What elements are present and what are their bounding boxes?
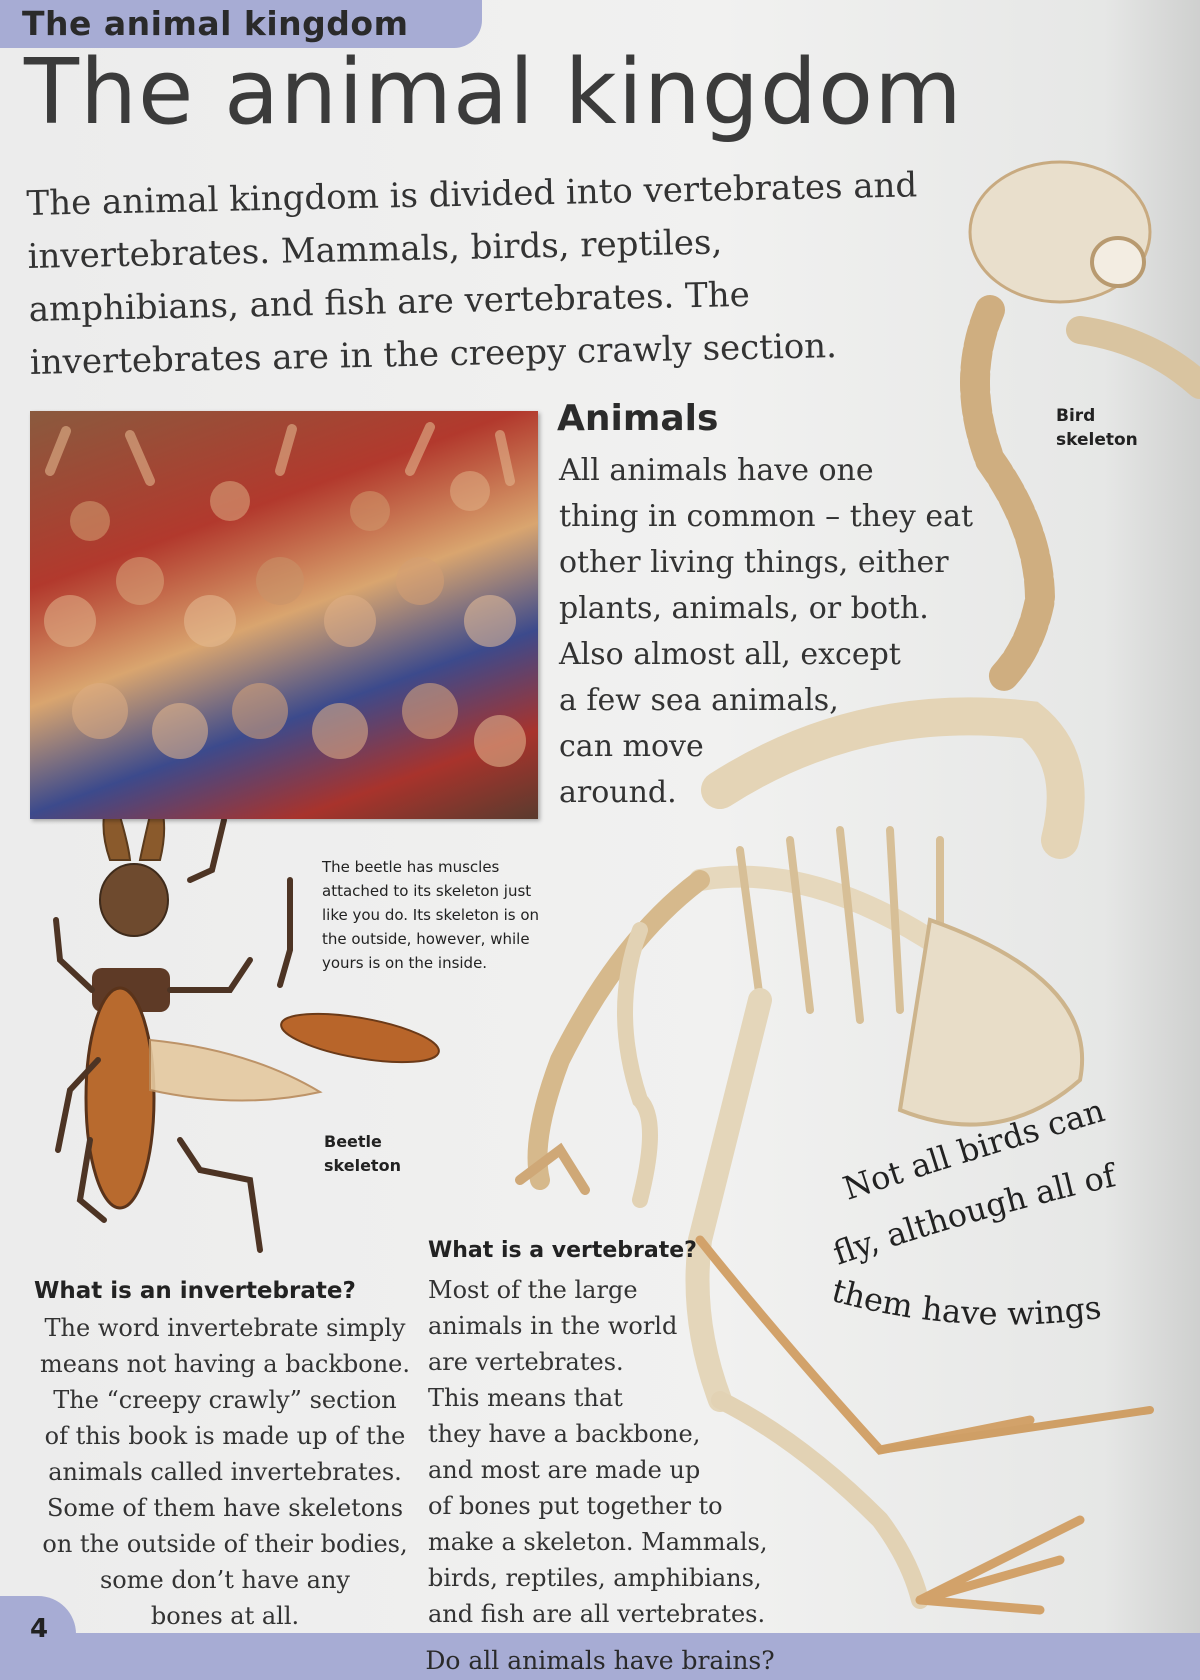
- invertebrate-paragraph: [30, 1310, 420, 1634]
- caption-line: yours is on the inside.: [322, 954, 488, 972]
- animals-line: Also almost all, except: [559, 637, 901, 672]
- invertebrate-line: of this book is made up of the: [44, 1422, 406, 1450]
- invertebrate-line: means not having a backbone.: [40, 1350, 410, 1378]
- curved-fact-text: [820, 1090, 1200, 1350]
- intro-paragraph: The animal kingdom is divided into vertebrates and invertebrates. Mammals, birds, reptiles, amphibians, and fish are vertebrates. The invertebrates are in the creepy crawly section.: [26, 165, 918, 383]
- vertebrate-heading: What is a vertebrate?: [428, 1238, 697, 1263]
- animals-line: thing in common – they eat: [559, 499, 974, 534]
- invertebrate-line: on the outside of their bodies,: [42, 1530, 408, 1558]
- invertebrate-line: bones at all.: [150, 1602, 300, 1630]
- vertebrate-line: are vertebrates.: [428, 1348, 624, 1376]
- animals-line: other living things, either: [559, 545, 949, 580]
- beetle-caption: [322, 855, 562, 975]
- animals-paragraph: [559, 448, 989, 816]
- invertebrate-line: animals called invertebrates.: [48, 1458, 402, 1486]
- page-number-badge: [0, 1596, 76, 1672]
- label-line: skeleton: [1056, 430, 1138, 450]
- curved-line: them have wings: [827, 1271, 1104, 1333]
- vertebrate-line: This means that: [428, 1384, 623, 1412]
- page-title: The animal kingdom: [24, 40, 963, 145]
- label-line: Beetle: [324, 1132, 382, 1151]
- section-tab-label: The animal kingdom: [22, 4, 409, 43]
- animals-line: a few sea animals,: [559, 683, 839, 718]
- vertebrate-line: and most are made up: [428, 1456, 701, 1484]
- animals-line: can move: [559, 729, 704, 764]
- animals-line: All animals have one: [559, 453, 874, 488]
- vertebrate-line: of bones put together to: [428, 1492, 723, 1520]
- invertebrate-heading: What is an invertebrate?: [34, 1278, 356, 1304]
- footer-question: Do all animals have brains?: [425, 1646, 775, 1675]
- bird-skeleton-label: [1056, 404, 1138, 452]
- curved-line: Not all birds can: [838, 1091, 1109, 1208]
- invertebrate-line: The word invertebrate simply: [44, 1314, 406, 1342]
- vertebrate-line: birds, reptiles, amphibians,: [428, 1564, 762, 1592]
- crowd-photo-art: [30, 411, 538, 819]
- animals-line: plants, animals, or both.: [559, 591, 929, 626]
- vertebrate-line: Most of the large: [428, 1276, 638, 1304]
- animals-line: around.: [559, 775, 677, 810]
- vertebrate-line: make a skeleton. Mammals,: [428, 1528, 768, 1556]
- vertebrate-paragraph: [428, 1272, 788, 1632]
- animals-heading: Animals: [557, 398, 719, 439]
- label-line: skeleton: [324, 1156, 401, 1175]
- invertebrate-line: Some of them have skeletons: [46, 1494, 404, 1522]
- vertebrate-line: they have a backbone,: [428, 1420, 701, 1448]
- caption-line: The beetle has muscles: [322, 858, 500, 876]
- svg-text:them have wings: [828, 1271, 1103, 1333]
- vertebrate-line: animals in the world: [428, 1312, 678, 1340]
- caption-line: attached to its skeleton just: [322, 882, 532, 900]
- caption-line: like you do. Its skeleton is on: [322, 906, 540, 924]
- curved-line: fly, although all of: [828, 1156, 1119, 1273]
- crowd-photo: [30, 411, 538, 819]
- caption-line: the outside, however, while: [322, 930, 530, 948]
- invertebrate-line: The “creepy crawly” section: [53, 1386, 397, 1414]
- page-number: 4: [30, 1614, 49, 1644]
- vertebrate-line: and fish are all vertebrates.: [428, 1600, 766, 1628]
- invertebrate-line: some don’t have any: [99, 1566, 350, 1594]
- beetle-skeleton-label: [324, 1130, 401, 1178]
- label-line: Bird: [1056, 406, 1096, 426]
